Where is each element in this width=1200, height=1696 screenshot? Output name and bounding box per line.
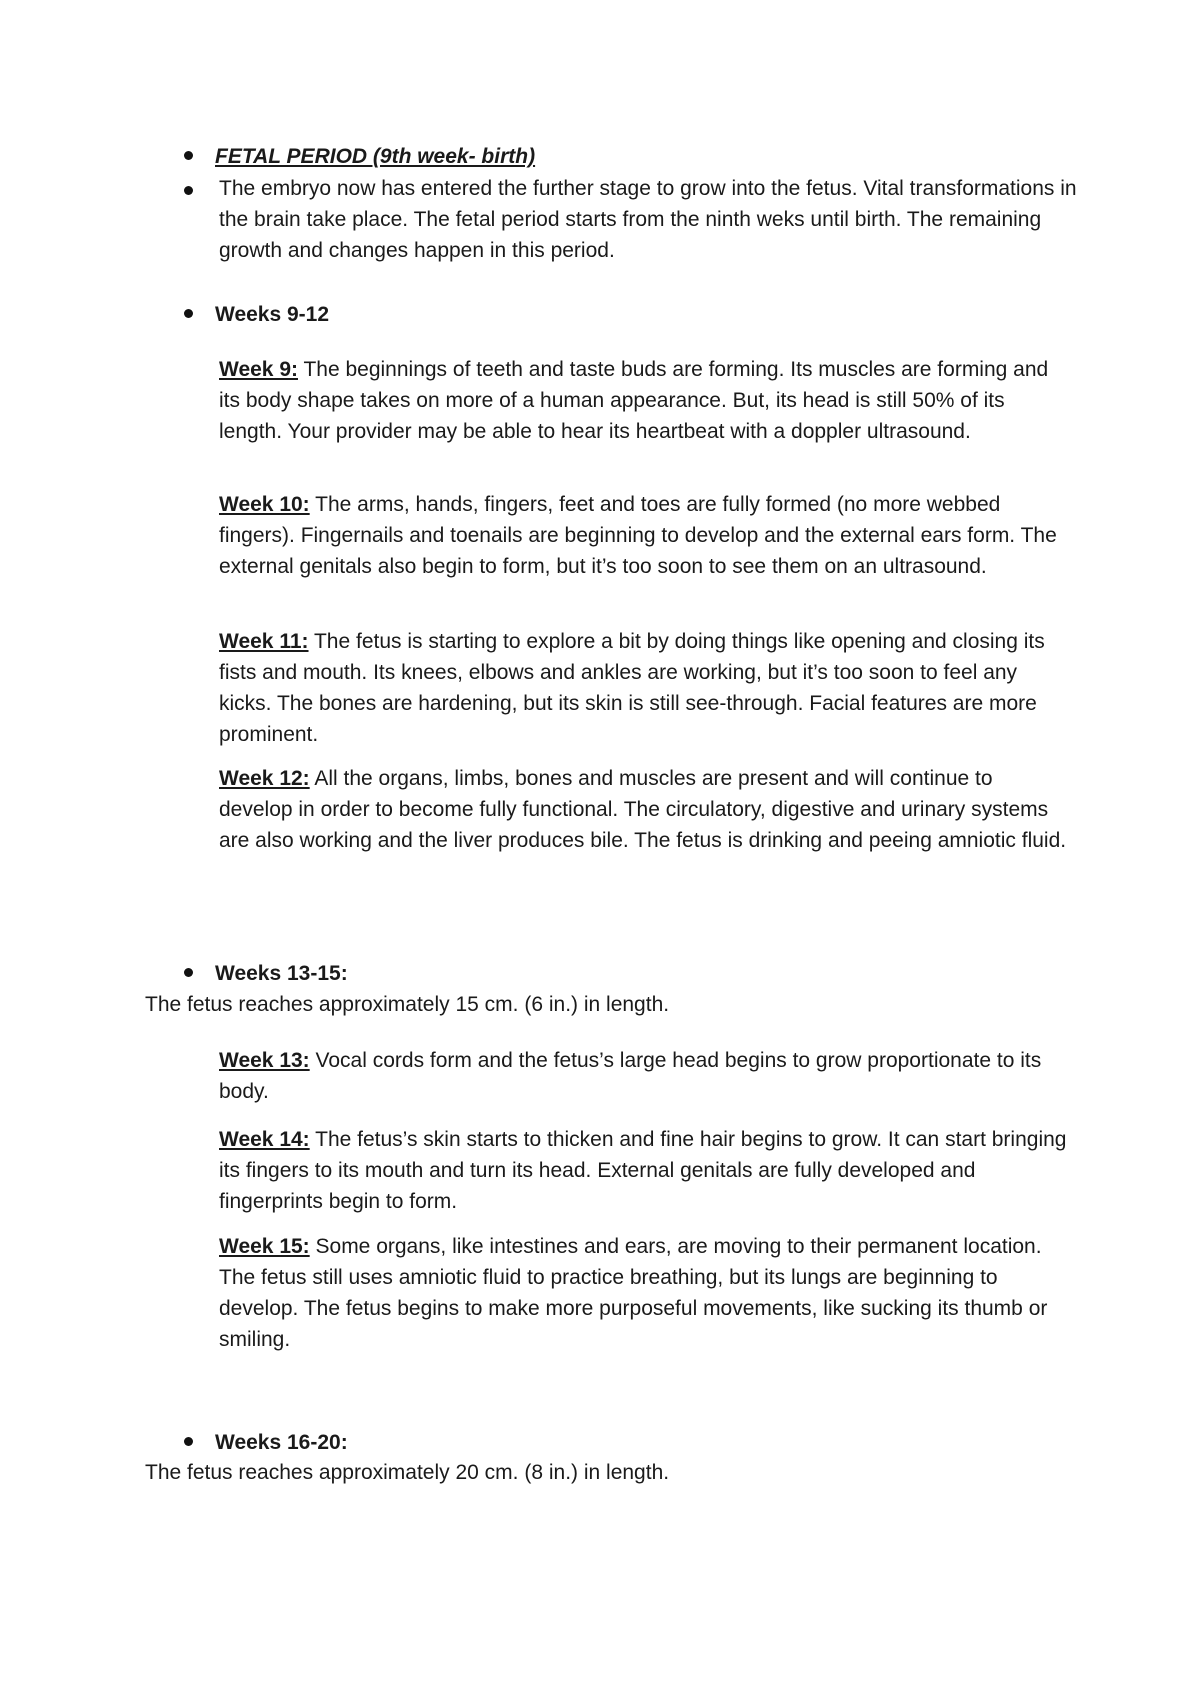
week-13-paragraph: [219, 1045, 1069, 1107]
fetal-period-bullet: [184, 145, 535, 169]
bullet-dot-icon: [184, 151, 193, 160]
section-heading-weeks-9-12: [184, 303, 329, 327]
intro-bullet: [184, 176, 215, 185]
week-11-paragraph: [219, 626, 1069, 750]
week-label: Week 11:: [219, 630, 309, 653]
week-label: Week 10:: [219, 493, 310, 516]
week-label: Week 14:: [219, 1128, 310, 1151]
week-14-paragraph: [219, 1124, 1069, 1217]
week-text: The fetus is starting to explore a bit by doing things like opening and closing its fists and mouth. Its knees, elbows and ankles are working, but it’s too soon to feel any kicks. The bones are hardening, but its skin is still see-through. Facial features are more prominent.: [219, 630, 1045, 746]
week-15-paragraph: [219, 1231, 1069, 1355]
week-10-paragraph: [219, 489, 1069, 582]
week-label: Week 15:: [219, 1235, 310, 1258]
week-text: All the organs, limbs, bones and muscles are present and will continue to develop in order to become fully functional. The circulatory, digestive and urinary systems are also working and the liver produces bile. The fetus is drinking and peeing amniotic fluid.: [219, 767, 1067, 852]
bullet-dot-icon: [184, 968, 193, 977]
fetal-period-intro: The embryo now has entered the further stage to grow into the fetus. Vital transformations in the brain take place. The fetal period starts from the ninth weks until birth. The remaining growth and changes happen in this period.: [219, 177, 1077, 262]
week-label: Week 9:: [219, 358, 298, 381]
week-label: Week 13:: [219, 1049, 310, 1072]
section-heading: Weeks 9-12: [215, 303, 330, 326]
section-heading: Weeks 13-15:: [215, 962, 348, 985]
section-subtitle: The fetus reaches approximately 20 cm. (8 in.) in length.: [145, 1461, 670, 1484]
section-heading-weeks-13-15: [184, 962, 348, 986]
bullet-dot-icon: [184, 1437, 193, 1446]
fetal-period-title: FETAL PERIOD (9th week- birth): [215, 145, 536, 168]
week-text: The beginnings of teeth and taste buds are forming. Its muscles are forming and its body shape takes on more of a human appearance. But, its head is still 50% of its length. Your provider may be able to hear its heartbeat with a doppler ultrasound.: [219, 358, 1049, 443]
week-9-paragraph: [219, 354, 1069, 447]
bullet-dot-icon: [184, 186, 193, 195]
week-text: The fetus’s skin starts to thicken and fine hair begins to grow. It can start bringing its fingers to its mouth and turn its head. External genitals are fully developed and fingerprints begin to form.: [219, 1128, 1067, 1213]
week-text: Some organs, like intestines and ears, are moving to their permanent location. The fetus still uses amniotic fluid to practice breathing, but its lungs are beginning to develop. The fetus begins to make more purposeful movements, like sucking its thumb or smiling.: [219, 1235, 1048, 1351]
section-heading: Weeks 16-20:: [215, 1431, 348, 1454]
section-subtitle: The fetus reaches approximately 15 cm. (6 in.) in length.: [145, 993, 670, 1016]
section-heading-weeks-16-20: [184, 1431, 348, 1455]
bullet-dot-icon: [184, 309, 193, 318]
week-text: Vocal cords form and the fetus’s large head begins to grow proportionate to its body.: [219, 1049, 1042, 1103]
week-label: Week 12:: [219, 767, 310, 790]
week-text: The arms, hands, fingers, feet and toes are fully formed (no more webbed fingers). Fingernails and toenails are beginning to develop and the external ears form. The external genitals also begin to form, but it’s too soon to see them on an ultrasound.: [219, 493, 1057, 578]
week-12-paragraph: [219, 763, 1069, 856]
